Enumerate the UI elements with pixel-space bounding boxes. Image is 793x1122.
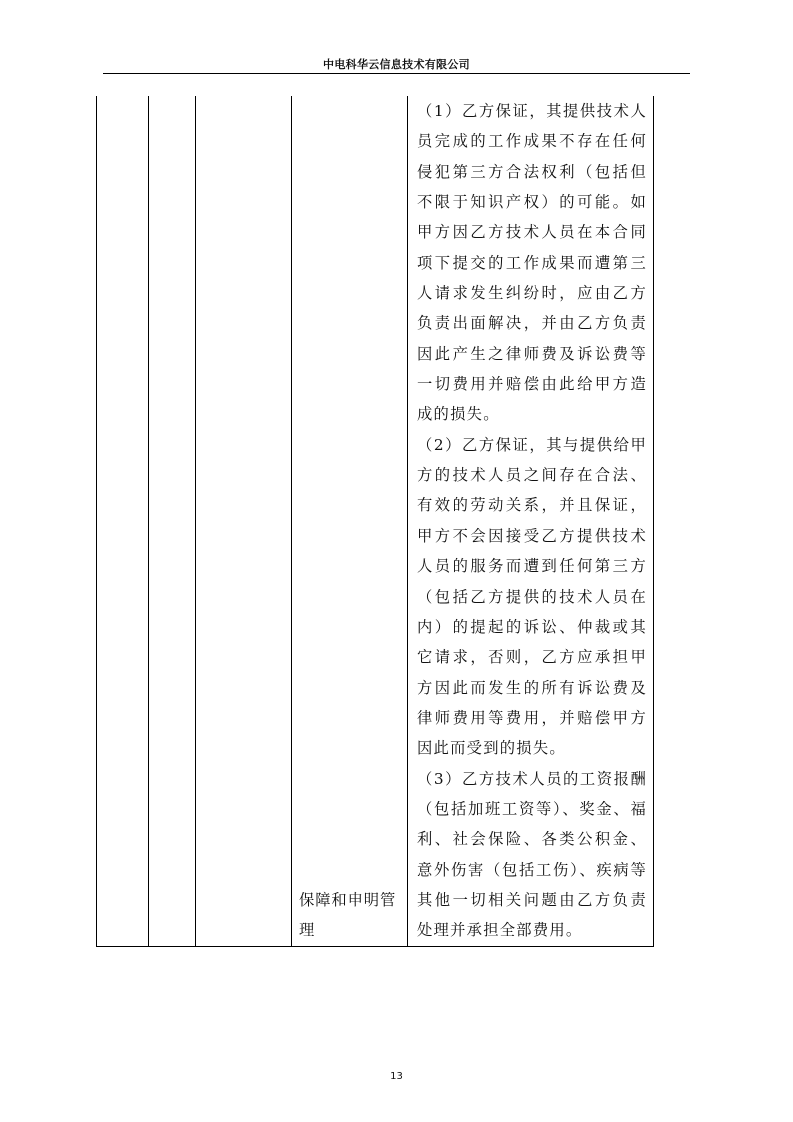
clause-paragraph-3: （3）乙方技术人员的工资报酬（包括加班工资等）、奖金、福利、社会保险、各类公积金、意外伤害（包括工伤）、疾病等其他一切相关问题由乙方负责处理并承担全部费用。: [417, 769, 647, 940]
contract-table: [96, 96, 654, 947]
table-cell-3: [196, 96, 292, 946]
page-header: 中电科华云信息技术有限公司: [323, 58, 470, 71]
header-divider: [103, 73, 690, 74]
clause-paragraph-1: （1）乙方保证，其提供技术人员完成的工作成果不存在任何侵犯第三方合法权利（包括但不限于知识产权）的可能。如甲方因乙方技术人员在本合同项下提交的工作成果而遭第三人请求发生纠纷时，应由乙方负责出面解决，并由乙方负责因此产生之律师费及诉讼费等一切费用并赔偿由此给甲方造成的损失。: [417, 102, 647, 424]
table-cell-item-title: [292, 96, 408, 946]
clause-paragraph-2: （2）乙方保证，其与提供给甲方的技术人员之间存在合法、有效的劳动关系，并且保证，甲方不会因接受乙方提供技术人员的服务而遭到任何第三方（包括乙方提供的技术人员在内）的提起的诉讼、仲裁或其它请求，否则，乙方应承担甲方因此而发生的所有诉讼费及律师费用等费用，并赔偿甲方因此而受到的损失。: [417, 435, 647, 758]
table-row: [97, 96, 654, 946]
table-cell-2: [149, 96, 196, 946]
table-cell-1: [97, 96, 149, 946]
item-title-text: 保障和申明管理: [299, 890, 397, 940]
page-number: 13: [390, 1071, 403, 1082]
table-cell-item-content: [408, 96, 654, 946]
